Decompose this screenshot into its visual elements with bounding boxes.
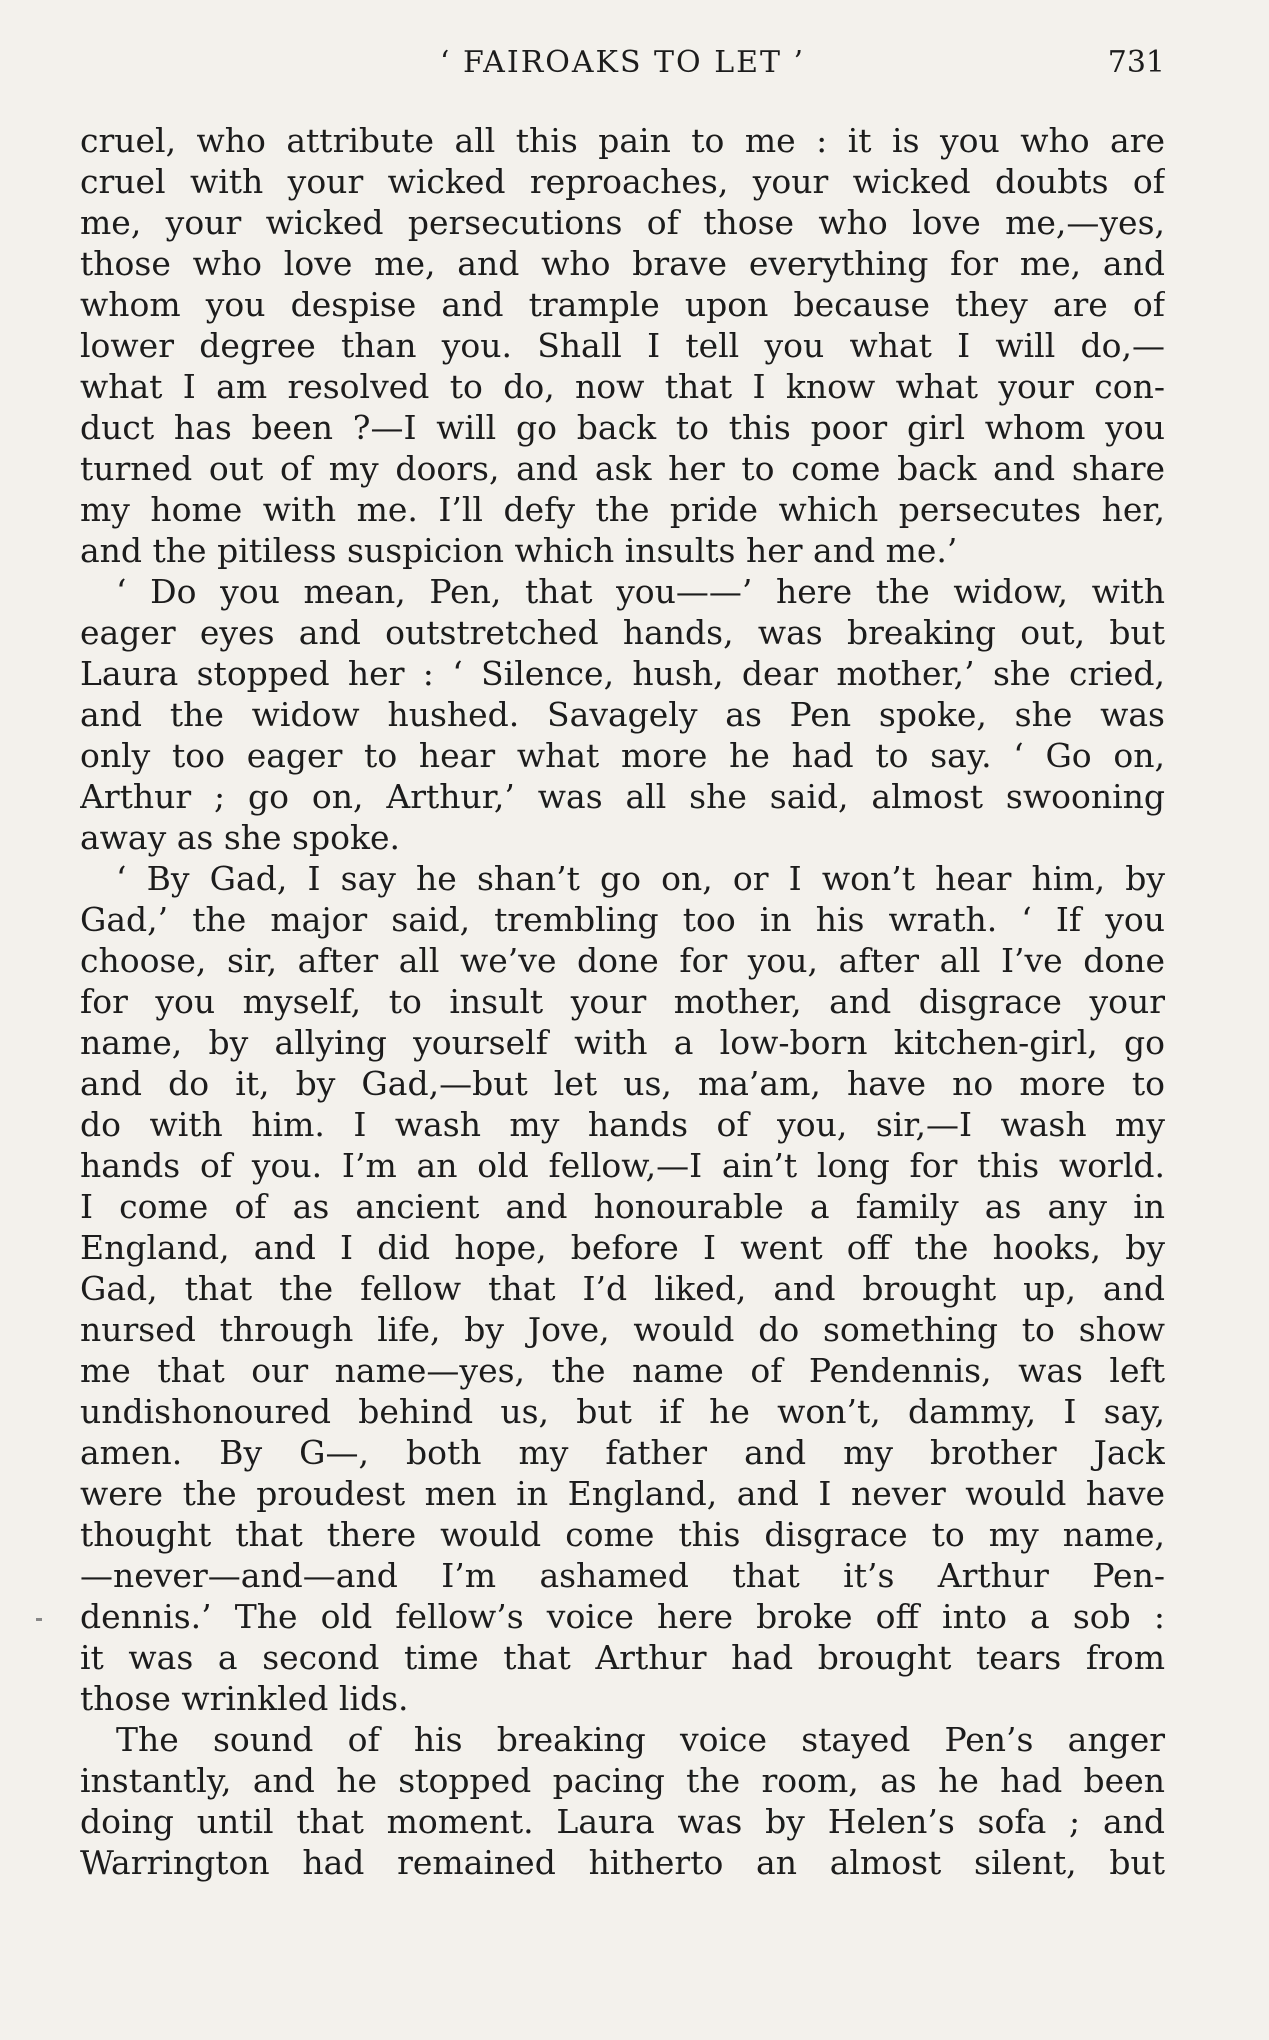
text-line: lower degree than you. Shall I tell you what I will do,— (80, 326, 1165, 365)
text-line: choose, sir, after all we’ve done for you, after all I’ve done (80, 941, 1165, 980)
margin-mark (36, 1618, 42, 1621)
text-line: I come of as ancient and honourable a family as any in (80, 1187, 1165, 1226)
text-line: Laura stopped her : ‘ Silence, hush, dear mother,’ she cried, (80, 654, 1165, 693)
text-line: eager eyes and outstretched hands, was breaking out, but (80, 613, 1165, 652)
text-line: cruel, who attribute all this pain to me : it is you who are (80, 121, 1165, 160)
text-line: England, and I did hope, before I went off the hooks, by (80, 1228, 1165, 1267)
text-line: duct has been ?—I will go back to this poor girl whom you (80, 408, 1165, 447)
text-line: and the pitiless suspicion which insults her and me.’ (80, 531, 958, 570)
text-line: whom you despise and trample upon because they are of (80, 285, 1165, 324)
text-line: me, your wicked persecutions of those who love me,—yes, (80, 203, 1165, 242)
text-line: ‘ Do you mean, Pen, that you——’ here the widow, with (116, 572, 1165, 611)
text-line: thought that there would come this disgrace to my name, (80, 1515, 1165, 1554)
text-line: Gad,’ the major said, trembling too in his wrath. ‘ If you (80, 900, 1165, 939)
text-line: me that our name—yes, the name of Pendennis, was left (80, 1351, 1165, 1390)
text-line: dennis.’ The old fellow’s voice here broke off into a sob : (80, 1597, 1165, 1636)
text-line: name, by allying yourself with a low-born kitchen-girl, go (80, 1023, 1165, 1062)
text-line: nursed through life, by Jove, would do something to show (80, 1310, 1165, 1349)
text-line: do with him. I wash my hands of you, sir,—I wash my (80, 1105, 1165, 1144)
text-line: cruel with your wicked reproaches, your wicked doubts of (80, 162, 1165, 201)
text-line: for you myself, to insult your mother, and disgrace your (80, 982, 1165, 1021)
text-line: those wrinkled lids. (80, 1679, 409, 1718)
text-line: turned out of my doors, and ask her to come back and share (80, 449, 1165, 488)
text-line: doing until that moment. Laura was by Helen’s sofa ; and (80, 1802, 1165, 1841)
text-line: what I am resolved to do, now that I know what your con- (80, 367, 1165, 406)
text-line: undishonoured behind us, but if he won’t, dammy, I say, (80, 1392, 1165, 1431)
text-line: Arthur ; go on, Arthur,’ was all she said, almost swooning (80, 777, 1165, 816)
text-line: and do it, by Gad,—but let us, ma’am, have no more to (80, 1064, 1165, 1103)
text-body (80, 120, 1165, 1883)
text-line: —never—and—and I’m ashamed that it’s Arthur Pen- (80, 1556, 1165, 1595)
text-line: amen. By G—, both my father and my brother Jack (80, 1433, 1165, 1472)
text-line: ‘ By Gad, I say he shan’t go on, or I won’t hear him, by (116, 859, 1165, 898)
running-title: ‘ FAIROAKS TO LET ’ (439, 45, 806, 80)
text-line: my home with me. I’ll defy the pride which persecutes her, (80, 490, 1165, 529)
text-line: away as she spoke. (80, 818, 400, 857)
page-number: 731 (1107, 45, 1165, 80)
text-line: instantly, and he stopped pacing the room, as he had been (80, 1761, 1165, 1800)
text-line: those who love me, and who brave everything for me, and (80, 244, 1165, 283)
text-line: Warrington had remained hitherto an almost silent, but (80, 1843, 1165, 1882)
text-line: and the widow hushed. Savagely as Pen spoke, she was (80, 695, 1165, 734)
running-head (80, 40, 1165, 86)
text-line: were the proudest men in England, and I never would have (80, 1474, 1165, 1513)
text-line: only too eager to hear what more he had to say. ‘ Go on, (80, 736, 1165, 775)
text-line: The sound of his breaking voice stayed Pen’s anger (116, 1720, 1165, 1759)
text-line: hands of you. I’m an old fellow,—I ain’t long for this world. (80, 1146, 1165, 1185)
text-line: it was a second time that Arthur had brought tears from (80, 1638, 1165, 1677)
text-line: Gad, that the fellow that I’d liked, and brought up, and (80, 1269, 1165, 1308)
